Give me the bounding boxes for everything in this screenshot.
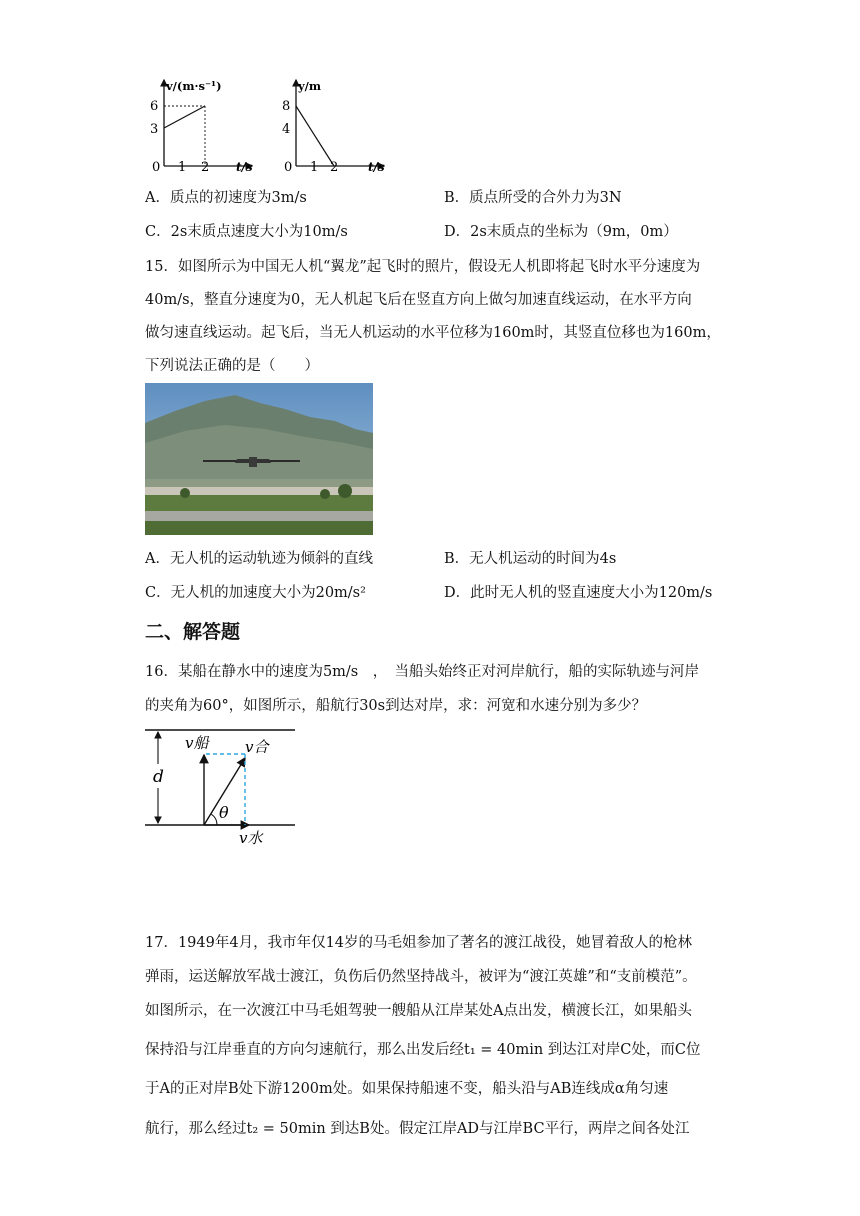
svg-text:t/s: t/s	[368, 160, 385, 174]
q15-line: 15．如图所示为中国无人机“翼龙”起飞时的照片，假设无人机即将起飞时水平分速度为	[145, 259, 701, 275]
svg-text:6: 6	[150, 99, 159, 114]
svg-text:0: 0	[152, 160, 161, 175]
yt-graph	[274, 70, 394, 176]
label-v-water: v水	[239, 829, 263, 847]
q14-option-b: B．质点所受的合外力为3N	[444, 190, 622, 206]
yt-ylabel: y/m	[298, 79, 322, 93]
section-title: 二、解答题	[145, 621, 241, 643]
svg-text:0: 0	[284, 160, 293, 175]
label-d: d	[153, 767, 164, 787]
label-v-boat: v船	[185, 734, 209, 752]
q17-line: 保持沿与江岸垂直的方向匀速航行，那么出发后经t₁ = 40min 到达江对岸C处，而C位	[145, 1042, 701, 1058]
q15-option-a: A．无人机的运动轨迹为倾斜的直线	[145, 551, 373, 567]
q15-line: 40m/s，整直分速度为0，无人机起飞后在竖直方向上做匀加速直线运动，在水平方向	[145, 292, 692, 308]
q14-option-c: C．2s末质点速度大小为10m/s	[145, 224, 348, 240]
vt-line	[164, 106, 205, 128]
q14-option-a: A．质点的初速度为3m/s	[145, 190, 307, 206]
q15-option-d: D．此时无人机的竖直速度大小为120m/s	[444, 585, 713, 601]
q14-option-d: D．2s末质点的坐标为（9m，0m）	[444, 224, 678, 240]
vt-xlabel: t/s	[236, 160, 253, 174]
svg-text:2: 2	[201, 160, 210, 175]
drone-photo	[145, 383, 373, 535]
vt-ylabel: v/(m·s⁻¹)	[166, 79, 222, 93]
q17-line: 于A的正对岸B处下游1200m处。如果保持船速不变，船头沿与AB连线成α角匀速	[145, 1081, 669, 1097]
q17-line: 17．1949年4月，我市年仅14岁的马毛姐参加了著名的渡江战役，她冒着敌人的枪林	[145, 935, 693, 951]
label-theta: θ	[219, 803, 229, 822]
q17-line: 航行，那么经过t₂ = 50min 到达B处。假定江岸AD与江岸BC平行，两岸之间各处江	[145, 1121, 690, 1137]
q15-option-b: B．无人机运动的时间为4s	[444, 551, 617, 567]
q15-option-c: C．无人机的加速度大小为20m/s²	[145, 585, 366, 601]
river-diagram	[145, 722, 305, 850]
q17-line: 如图所示，在一次渡江中马毛姐驾驶一艘船从江岸某处A点出发，横渡长江，如果船头	[145, 1003, 692, 1019]
q16-line: 16．某船在静水中的速度为5m/s ， 当船头始终正对河岸航行，船的实际轨迹与河岸	[145, 664, 699, 680]
svg-text:4: 4	[282, 122, 291, 137]
q17-line: 弹雨，运送解放军战士渡江，负伤后仍然坚持战斗，被评为“渡江英雄”和“支前模范”。	[145, 969, 697, 985]
yt-line	[296, 106, 334, 166]
q16-line: 的夹角为60°，如图所示，船航行30s到达对岸，求：河宽和水速分别为多少？	[145, 698, 647, 714]
svg-text:1: 1	[178, 160, 187, 175]
svg-text:2: 2	[330, 160, 339, 175]
q15-line: 做匀速直线运动。起飞后，当无人机运动的水平位移为160m时，其竖直位移也为160m，	[145, 325, 721, 341]
svg-text:8: 8	[282, 99, 291, 114]
q15-line: 下列说法正确的是（ ）	[145, 358, 319, 374]
label-v-sum: v合	[245, 738, 269, 756]
vt-graph	[140, 70, 260, 176]
svg-text:1: 1	[310, 160, 319, 175]
svg-text:3: 3	[150, 122, 159, 137]
